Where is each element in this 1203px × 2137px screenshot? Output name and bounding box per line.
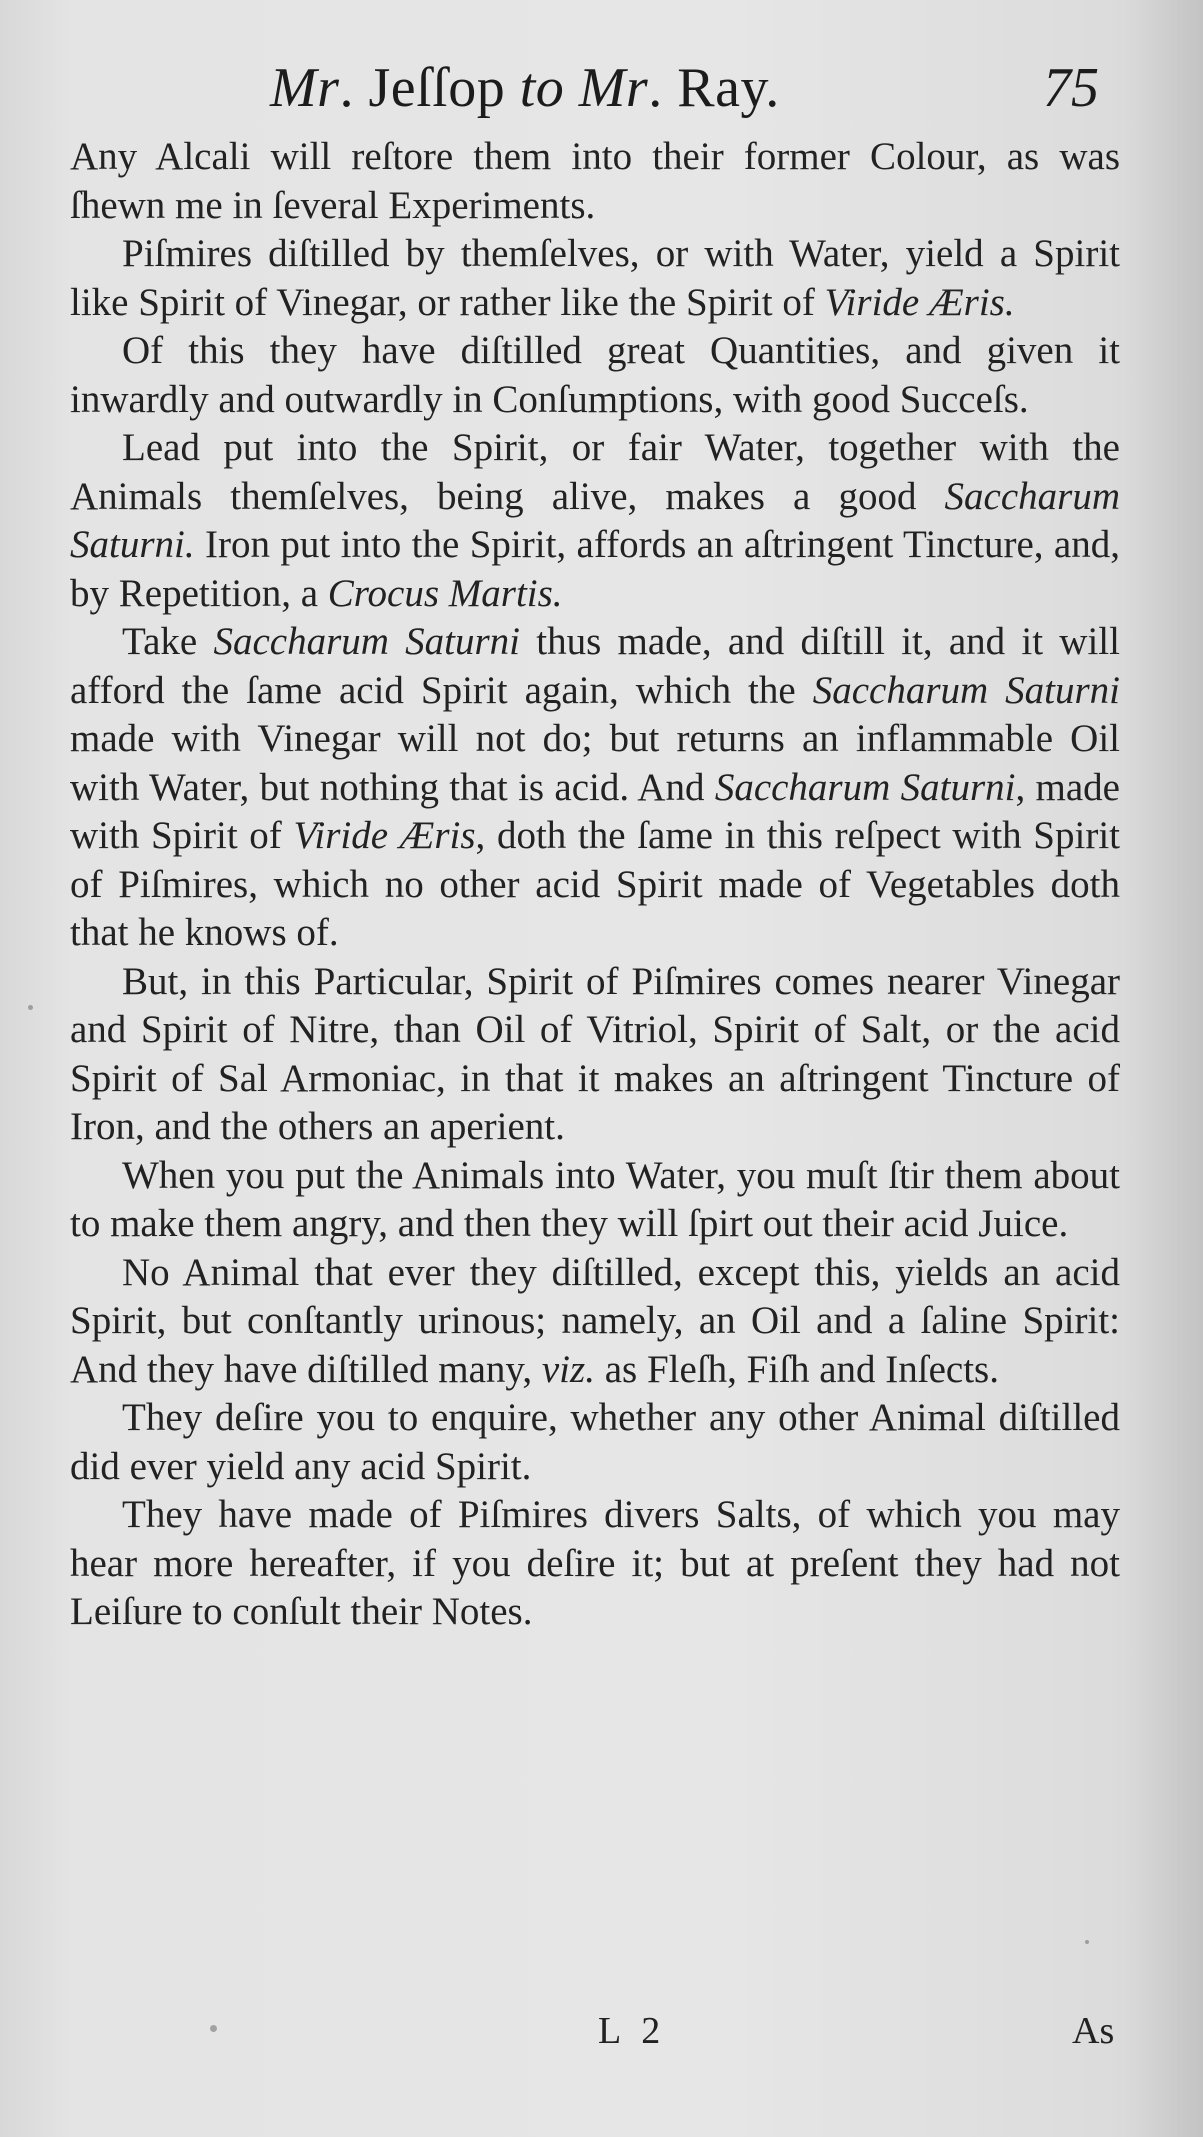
catchword: As [1072, 2010, 1115, 2052]
paragraph-2 [70, 230, 1120, 327]
paragraph-1-text: Any Alcali will reſtore them into their former Colour, as was ſhewn me in ſeveral Experiments. [70, 135, 1120, 227]
page-number: 75 [1043, 57, 1099, 119]
paragraph-5-text-c: made with Vinegar will not do; but returns an inflammable Oil with Water, but nothing that is acid. And [70, 717, 1120, 809]
paragraph-5-text-e: , doth the ſame in this reſpect with Spirit of Piſmires, which no other acid Spirit made of Vegetables doth that he knows of. [70, 814, 1120, 954]
paragraph-7 [70, 1152, 1120, 1249]
paragraph-9 [70, 1394, 1120, 1491]
paragraph-5-text-b: thus made, and diſtill it, and it will afford the ſame acid Spirit again, which the [70, 620, 1120, 712]
title-mr-1: Mr [270, 57, 340, 119]
ink-speck [1085, 1940, 1089, 1944]
paragraph-9-text: They deſire you to enquire, whether any other Animal diſtilled did ever yield any acid Spirit. [70, 1396, 1120, 1488]
paragraph-4 [70, 424, 1120, 618]
paragraph-5-text-a: Take [122, 620, 214, 663]
paragraph-7-text: When you put the Animals into Water, you muſt ſtir them about to make them angry, and then they will ſpirt out their acid Juice. [70, 1153, 1120, 1245]
title-mr-2: Mr [578, 57, 649, 119]
paragraph-8-italic: viz. [541, 1347, 595, 1391]
title-dot-1: . [339, 57, 369, 119]
title-space [564, 57, 579, 119]
paragraph-6 [70, 958, 1120, 1152]
ink-speck [28, 1005, 33, 1010]
paragraph-5-italic-c: Saccharum Saturni [714, 765, 1016, 809]
paragraph-8-text-a: No Animal that ever they diſtilled, except this, yields an acid Spirit, but conſtantly urinous; namely, an Oil and a ſaline Spirit: And they have diſtilled many, [70, 1250, 1120, 1391]
paragraph-1 [70, 133, 1120, 230]
title-name-ray: Ray. [677, 57, 780, 119]
paragraph-6-text: But, in this Particular, Spirit of Piſmires comes nearer Vinegar and Spirit of Nitre, than Oil of Vitriol, Spirit of Salt, or the acid Spirit of Sal Armoniac, in that it makes an aſtringent Tincture of Iron, and the others an aperient. [70, 959, 1120, 1148]
paragraph-3 [70, 327, 1120, 424]
paragraph-10-text: They have made of Piſmires divers Salts, of which you may hear more hereafter, if you deſire it; but at preſent they had not Leiſure to conſult their Notes. [70, 1493, 1120, 1633]
paragraph-8 [70, 1249, 1120, 1395]
paragraph-4-italic-a: Saccharum Saturni. [70, 474, 1120, 566]
paragraph-10 [70, 1491, 1120, 1637]
ink-speck [210, 2025, 217, 2032]
running-title [270, 48, 780, 128]
paragraph-8-text-b: as Fleſh, Fiſh and Inſects. [594, 1347, 999, 1391]
paragraph-5-italic-d: Viride Æris [293, 814, 476, 857]
paragraph-4-italic-b: Crocus Martis. [327, 571, 563, 615]
paragraph-5 [70, 618, 1120, 958]
paragraph-2-text: Piſmires diſtilled by themſelves, or with Water, yield a Spirit like Spirit of Vinegar, or rather like the Spirit of [70, 232, 1120, 324]
paragraph-5-text-d: , made with Spirit of [70, 765, 1120, 857]
title-dot-2: . [648, 57, 678, 119]
paragraph-5-italic-a: Saccharum Saturni [213, 620, 520, 663]
title-to: to [519, 57, 565, 119]
paragraph-5-italic-b: Saccharum Saturni [812, 668, 1120, 712]
title-name-jessop: Jeſſop [368, 57, 520, 119]
paragraph-4-text-a: Lead put into the Spirit, or fair Water, together with the Animals themſelves, being alive, makes a good [70, 426, 1120, 518]
page-edge-shadow [1133, 0, 1203, 2137]
body-text [70, 133, 1120, 1637]
signature-mark: L 2 [598, 2010, 667, 2052]
page-footer [0, 2003, 1203, 2059]
running-head [0, 48, 1203, 128]
paragraph-4-text-b: Iron put into the Spirit, affords an aſtringent Tincture, and, by Repetition, a [70, 523, 1120, 615]
paragraph-2-italic: Viride Æris. [824, 280, 1015, 324]
paragraph-3-text: Of this they have diſtilled great Quantities, and given it inwardly and outwardly in Conſumptions, with good Succeſs. [70, 329, 1120, 421]
